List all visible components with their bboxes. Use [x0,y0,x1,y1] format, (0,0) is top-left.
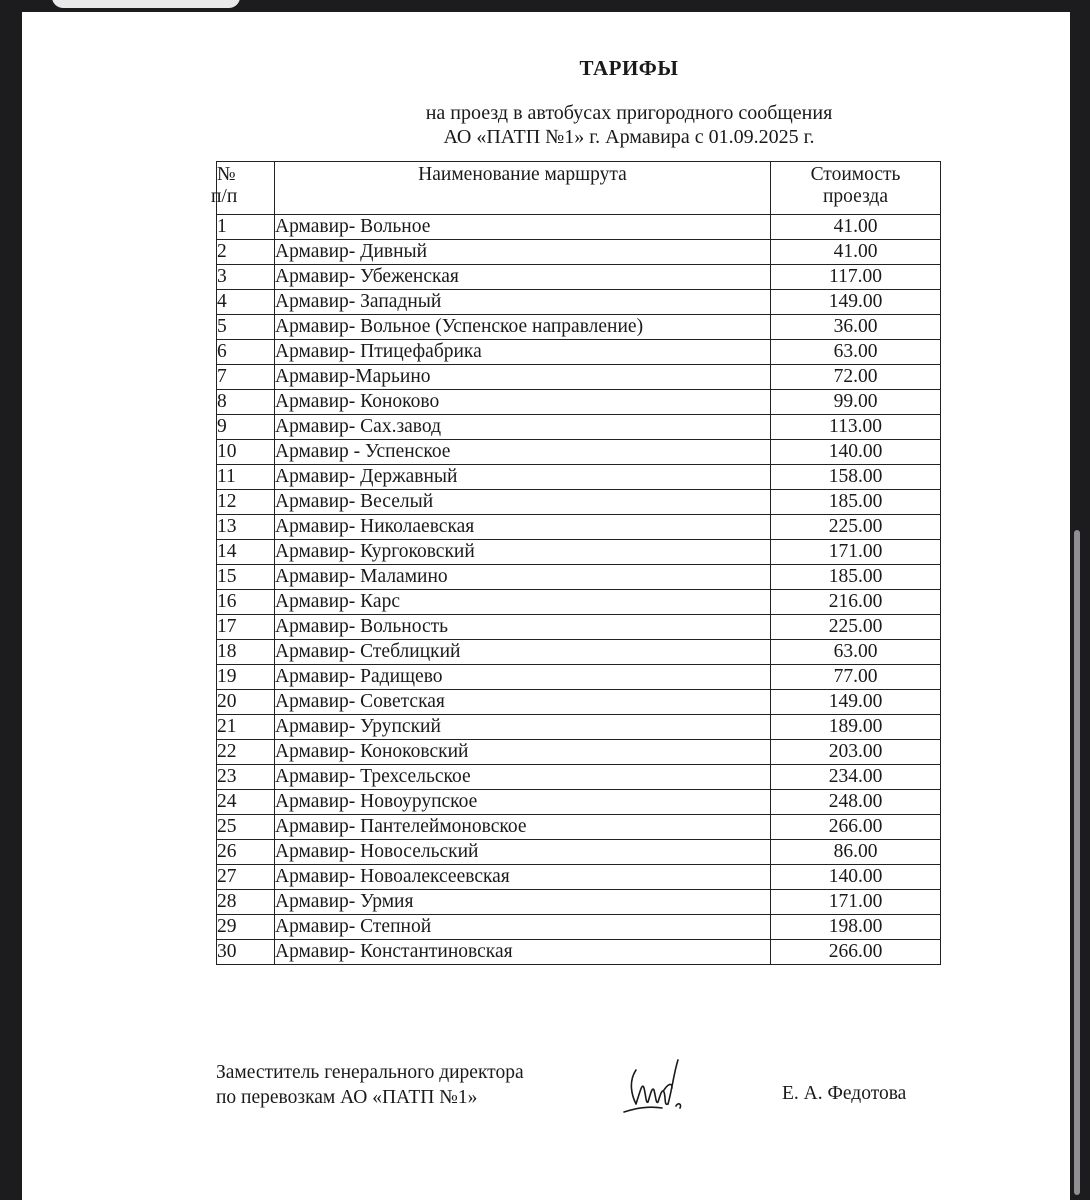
document-subtitle-line2: АО «ПАТП №1» г. Армавира с 01.09.2025 г. [443,126,815,148]
row-number-cell: 12 [217,490,275,515]
table-row [217,940,941,965]
header-number [211,162,275,215]
route-name-cell: Армавир- Радищево [275,665,771,690]
table-row [217,565,941,590]
scrollbar[interactable] [1074,530,1080,1195]
table-row [217,790,941,815]
table-header-row [217,162,941,215]
row-number-cell: 4 [217,290,275,315]
table-row [217,340,941,365]
price-cell: 99.00 [771,390,941,415]
row-number-cell: 5 [217,315,275,340]
document-subtitle-line1: на проезд в автобусах пригородного сообщения [425,102,833,124]
route-name-cell: Армавир- Державный [275,465,771,490]
row-number-cell: 15 [217,565,275,590]
price-cell: 225.00 [771,515,941,540]
route-name-cell: Армавир- Кургоковский [275,540,771,565]
table-row [217,365,941,390]
route-name-cell: Армавир- Советская [275,690,771,715]
price-cell: 216.00 [771,590,941,615]
route-name-cell: Армавир- Трехсельское [275,765,771,790]
table-row [217,890,941,915]
price-cell: 234.00 [771,765,941,790]
table-row [217,315,941,340]
price-cell: 140.00 [771,440,941,465]
price-cell: 140.00 [771,865,941,890]
row-number-cell: 28 [217,890,275,915]
row-number-cell: 29 [217,915,275,940]
route-name-cell: Армавир- Вольное [275,215,771,240]
table-row [217,290,941,315]
row-number-cell: 30 [217,940,275,965]
header-number-line1: № [217,164,236,185]
price-cell: 171.00 [771,540,941,565]
header-price-line1: Стоимость [810,164,901,185]
row-number-cell: 16 [217,590,275,615]
price-cell: 189.00 [771,715,941,740]
price-cell: 171.00 [771,890,941,915]
table-row [217,715,941,740]
row-number-cell: 10 [217,440,275,465]
route-name-cell: Армавир- Убеженская [275,265,771,290]
route-name-cell: Армавир- Вольное (Успенское направление) [275,315,771,340]
price-cell: 198.00 [771,915,941,940]
route-name-cell: Армавир- Сах.завод [275,415,771,440]
tariffs-table [211,161,941,965]
row-number-cell: 8 [217,390,275,415]
price-cell: 113.00 [771,415,941,440]
route-name-cell: Армавир- Новоалексеевская [275,865,771,890]
route-name-cell: Армавир- Стеблицкий [275,640,771,665]
table-row [217,215,941,240]
price-cell: 266.00 [771,815,941,840]
header-number-line2: п/п [211,186,238,207]
table-row [217,440,941,465]
top-handle [52,0,240,8]
table-row [217,465,941,490]
table-row [217,490,941,515]
table-row [217,240,941,265]
route-name-cell: Армавир- Коноковский [275,740,771,765]
price-cell: 203.00 [771,740,941,765]
row-number-cell: 6 [217,340,275,365]
route-name-cell: Армавир- Карс [275,590,771,615]
route-name-cell: Армавир- Маламино [275,565,771,590]
row-number-cell: 18 [217,640,275,665]
price-cell: 72.00 [771,365,941,390]
route-name-cell: Армавир - Успенское [275,440,771,465]
table-row [217,765,941,790]
route-name-cell: Армавир- Вольность [275,615,771,640]
header-price [771,162,941,215]
row-number-cell: 26 [217,840,275,865]
table-row [217,540,941,565]
table-row [217,740,941,765]
route-name-cell: Армавир- Веселый [275,490,771,515]
route-name-cell: Армавир- Новоурупское [275,790,771,815]
row-number-cell: 7 [217,365,275,390]
route-name-cell: Армавир- Урмия [275,890,771,915]
price-cell: 225.00 [771,615,941,640]
price-cell: 77.00 [771,665,941,690]
document-title: ТАРИФЫ [579,56,679,80]
row-number-cell: 3 [217,265,275,290]
table-row [217,840,941,865]
row-number-cell: 27 [217,865,275,890]
route-name-cell: Армавир- Дивный [275,240,771,265]
price-cell: 41.00 [771,215,941,240]
table-row [217,590,941,615]
row-number-cell: 23 [217,765,275,790]
row-number-cell: 1 [217,215,275,240]
row-number-cell: 24 [217,790,275,815]
table-row [217,265,941,290]
table-row [217,665,941,690]
row-number-cell: 20 [217,690,275,715]
route-name-cell: Армавир- Николаевская [275,515,771,540]
price-cell: 185.00 [771,490,941,515]
route-name-cell: Армавир- Степной [275,915,771,940]
route-name-cell: Армавир-Марьино [275,365,771,390]
signer-position-line2: по перевозкам АО «ПАТП №1» [216,1087,478,1108]
price-cell: 63.00 [771,340,941,365]
header-price-line2: проезда [823,186,888,207]
price-cell: 86.00 [771,840,941,865]
table-row [217,815,941,840]
price-cell: 185.00 [771,565,941,590]
route-name-cell: Армавир- Западный [275,290,771,315]
signature-block [216,1060,524,1110]
row-number-cell: 14 [217,540,275,565]
route-name-cell: Армавир- Новосельский [275,840,771,865]
signer-name: Е. А. Федотова [782,1083,907,1104]
row-number-cell: 22 [217,740,275,765]
signer-position-line1: Заместитель генерального директора [216,1062,524,1083]
price-cell: 248.00 [771,790,941,815]
table-row [217,415,941,440]
price-cell: 117.00 [771,265,941,290]
price-cell: 36.00 [771,315,941,340]
route-name-cell: Армавир- Урупский [275,715,771,740]
route-name-cell: Армавир- Пантелеймоновское [275,815,771,840]
row-number-cell: 21 [217,715,275,740]
route-name-cell: Армавир- Константиновская [275,940,771,965]
table-row [217,640,941,665]
price-cell: 149.00 [771,690,941,715]
route-name-cell: Армавир- Коноково [275,390,771,415]
table-row [217,690,941,715]
price-cell: 149.00 [771,290,941,315]
row-number-cell: 19 [217,665,275,690]
table-row [217,390,941,415]
row-number-cell: 2 [217,240,275,265]
table-row [217,615,941,640]
handwritten-signature-icon [606,1052,686,1122]
row-number-cell: 13 [217,515,275,540]
row-number-cell: 9 [217,415,275,440]
row-number-cell: 11 [217,465,275,490]
row-number-cell: 17 [217,615,275,640]
header-route: Наименование маршрута [275,162,771,215]
price-cell: 41.00 [771,240,941,265]
price-cell: 158.00 [771,465,941,490]
route-name-cell: Армавир- Птицефабрика [275,340,771,365]
row-number-cell: 25 [217,815,275,840]
table-row [217,515,941,540]
price-cell: 63.00 [771,640,941,665]
table-row [217,915,941,940]
table-row [217,865,941,890]
price-cell: 266.00 [771,940,941,965]
